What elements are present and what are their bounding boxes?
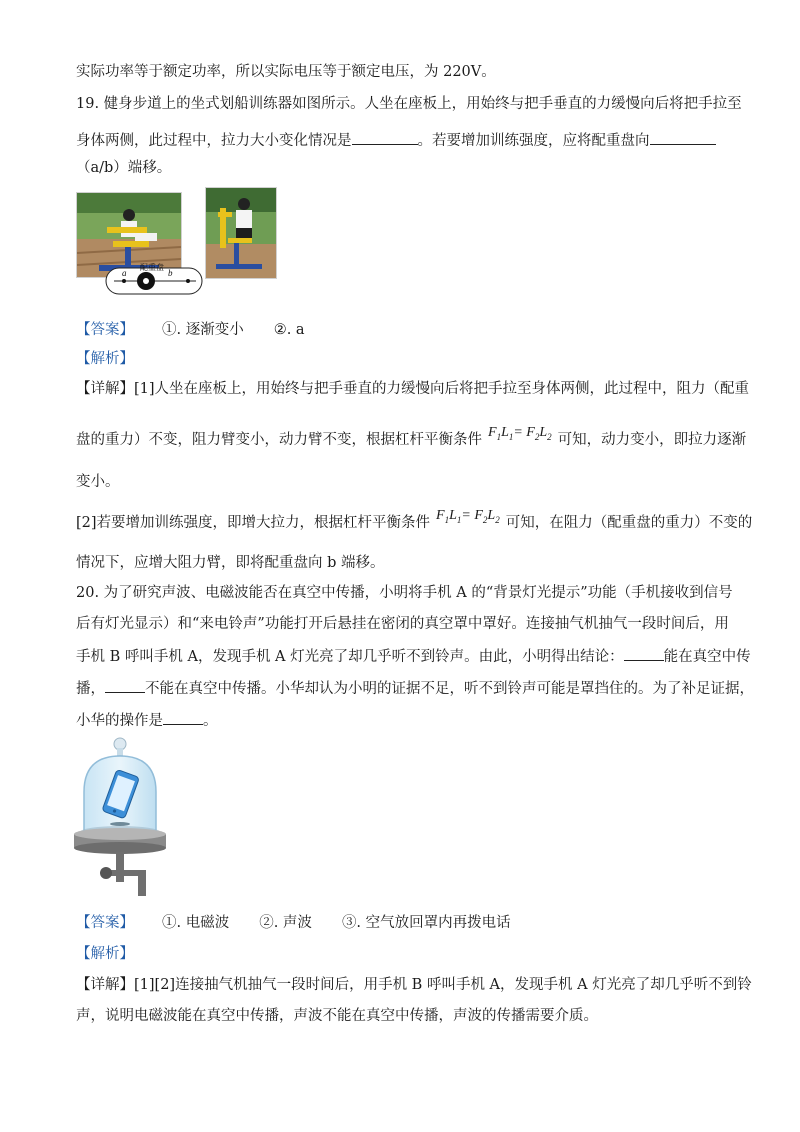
- weight-plate-diagram: [104, 262, 204, 298]
- lever-formula: $F_1L_1= F_2L_2$: [436, 508, 500, 525]
- detail-text: 可知，动力变小，即拉力逐渐: [557, 432, 747, 448]
- answer-tag: 【答案】: [76, 915, 134, 931]
- question-20-line-5: [76, 710, 218, 731]
- question-20-text: 。: [203, 713, 218, 729]
- question-20-text: 能在真空中传: [663, 649, 751, 665]
- question-20-line-1: 20. 为了研究声波、电磁波能否在真空中传播，小明将手机 A 的“背景灯光提示”功能（手机接收到信号: [76, 585, 733, 601]
- detail-text: 可知，在阻力（配重盘的重力）不变的: [505, 515, 753, 531]
- question-20-text: 播，: [76, 681, 105, 697]
- weight-plate-label: 配重盘: [140, 263, 164, 272]
- question-20-detail-2: 声，说明电磁波能在真空中传播，声波不能在真空中传播，声波的传播需要介质。: [76, 1008, 598, 1024]
- question-20-line-2: 后有灯光显示）和“来电铃声”功能打开后悬挂在密闭的真空罩中罩好。连接抽气机抽气一段时间后，用: [76, 616, 729, 632]
- point-b-label: b: [168, 268, 173, 278]
- question-20-text: 小华的操作是: [76, 713, 163, 729]
- question-19-text: 身体两侧，此过程中，拉力大小变化情况是: [76, 133, 352, 149]
- rowing-machine-photo-right: [205, 187, 277, 279]
- question-19-detail-1: 【详解】[1]人坐在座板上，用始终与把手垂直的力缓慢向后将把手拉至身体两侧，此过程中，阻力（配重: [76, 381, 750, 397]
- question-20-text: 不能在真空中传播。小华却认为小明的证据不足，听不到铃声可能是罩挡住的。为了补足证据，: [145, 681, 754, 697]
- question-19-line-3: （a/b）端移。: [76, 160, 172, 176]
- question-19-text: 。若要增加训练强度，应将配重盘向: [417, 133, 650, 149]
- question-19-line-1: 19. 健身步道上的坐式划船训练器如图所示。人坐在座板上，用始终与把手垂直的力缓慢向后将把手拉至: [76, 96, 742, 112]
- question-20-line-4: [76, 678, 754, 699]
- question-19-detail-2: [76, 425, 747, 455]
- answer-blank: [650, 130, 716, 145]
- answer-1: ①. 电磁波: [162, 915, 230, 931]
- answer-1: ①. 逐渐变小: [162, 322, 244, 338]
- question-19-detail-3: 变小。: [76, 474, 120, 490]
- question-19-line-2: [76, 130, 716, 151]
- point-a-label: a: [122, 268, 127, 278]
- question-19-answer: [76, 320, 305, 340]
- question-19-detail-5: 情况下，应增大阻力臂，即将配重盘向 b 端移。: [76, 555, 385, 571]
- lever-formula: $F_1L_1= F_2L_2$: [488, 425, 552, 442]
- vacuum-bell-jar-illustration: [72, 736, 172, 898]
- question-19-analysis-tag: 【解析】: [76, 351, 134, 367]
- answer-2: ②. 声波: [259, 915, 312, 931]
- question-20-text: 手机 B 呼叫手机 A，发现手机 A 灯光亮了却几乎听不到铃声。由此，小明得出结论：: [76, 649, 624, 665]
- detail-text: [2]若要增加训练强度，即增大拉力，根据杠杆平衡条件: [76, 515, 431, 531]
- question-19-detail-4: [76, 508, 753, 538]
- question-20-detail-1: 【详解】[1][2]连接抽气机抽气一段时间后，用手机 B 呼叫手机 A，发现手机 A 灯光亮了却几乎听不到铃: [76, 977, 752, 993]
- question-20-analysis-tag: 【解析】: [76, 946, 134, 962]
- detail-text: 盘的重力）不变，阻力臂变小，动力臂不变，根据杠杆平衡条件: [76, 432, 482, 448]
- question-20-line-3: [76, 646, 751, 667]
- answer-blank: [624, 646, 664, 661]
- answer-blank: [352, 130, 418, 145]
- text-line: 实际功率等于额定功率，所以实际电压等于额定电压，为 220V。: [76, 64, 496, 80]
- answer-blank: [105, 678, 145, 693]
- answer-blank: [163, 710, 203, 725]
- answer-3: ③. 空气放回罩内再拨电话: [341, 915, 511, 931]
- answer-2: ②. a: [273, 322, 305, 338]
- question-20-answer: [76, 913, 511, 933]
- answer-tag: 【答案】: [76, 322, 134, 338]
